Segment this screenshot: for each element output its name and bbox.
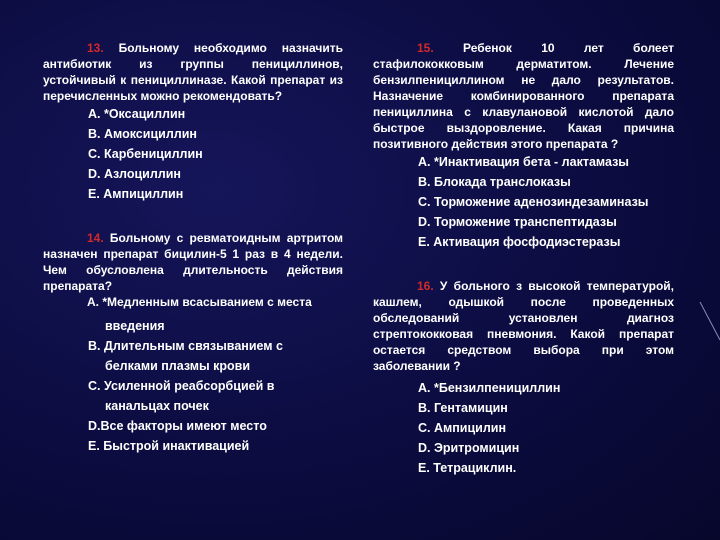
question-13: [43, 40, 343, 104]
q14-option-a-text: А. *Медленным всасыванием с места: [87, 295, 312, 309]
question-15-text: Ребенок 10 лет болеет стафилококковым дерматитом. Лечение бензилпенициллином не дало результатов. Назначение комбинированного препарата пенициллина с клавулановой кислотой дало быстрое выздоровление. Какая причина позитивного действия этого препарата ?: [373, 41, 674, 151]
q14-option-d: D.Все факторы имеют место: [88, 419, 267, 433]
q14-option-c-line1: С. Усиленной реабсорбцией в: [88, 379, 275, 393]
q15-option-b: В. Блокада транслоказы: [418, 175, 571, 189]
question-14: [43, 230, 343, 294]
q13-option-a: А. *Оксациллин: [88, 107, 186, 121]
q14-option-e: Е. Быстрой инактивацией: [88, 439, 250, 453]
corner-decoration: [698, 300, 720, 350]
q16-option-b: В. Гентамицин: [418, 401, 508, 415]
q13-option-b: В. Амоксициллин: [88, 127, 197, 141]
question-16-number: 16.: [417, 279, 434, 293]
q14-option-c-line2: канальцах почек: [105, 399, 209, 413]
q15-option-d: D. Торможение транспептидазы: [418, 215, 617, 229]
question-15: [373, 40, 674, 152]
question-13-number: 13.: [87, 41, 104, 55]
question-14-text: Больному с ревматоидным артритом назначен препарат бицилин-5 1 раз в 4 недели. Чем обусловлена длительность действия препарата?: [43, 231, 343, 293]
q15-option-c: С. Торможение аденозиндезаминазы: [418, 195, 649, 209]
q14-option-a-line1: [43, 294, 343, 310]
q16-option-d: D. Эритромицин: [418, 441, 520, 455]
q15-option-a: А. *Инактивация бета - лактамазы: [418, 155, 629, 169]
question-15-number: 15.: [417, 41, 434, 55]
q14-option-b-line1: В. Длительным связыванием с: [88, 339, 283, 353]
question-16: [373, 278, 674, 374]
q13-option-c: С. Карбенициллин: [88, 147, 203, 161]
left-column: [43, 40, 343, 456]
q13-option-e: Е. Ампициллин: [88, 187, 184, 201]
question-13-text: Больному необходимо назначить антибиотик из группы пенициллинов, устойчивый к пенициллиназе. Какой препарат из перечисленных можно рекомендовать?: [43, 41, 343, 103]
q16-option-c: С. Ампицилин: [418, 421, 507, 435]
question-14-number: 14.: [87, 231, 104, 245]
q14-option-a-line2: введения: [105, 319, 165, 333]
q13-option-d: D. Азлоциллин: [88, 167, 181, 181]
q16-option-a: А. *Бензилпенициллин: [418, 381, 561, 395]
q16-option-e: Е. Тетрациклин.: [418, 461, 517, 475]
q14-option-b-line2: белками плазмы крови: [105, 359, 251, 373]
q15-option-e: Е. Активация фосфодиэстеразы: [418, 235, 621, 249]
right-column: [373, 40, 674, 478]
question-16-text: У больного з высокой температурой, кашлем, одышкой после проведенных обследований установлен диагноз стрептококковая пневмония. Какой препарат остается средством выбора при этом заболевании ?: [373, 279, 674, 373]
